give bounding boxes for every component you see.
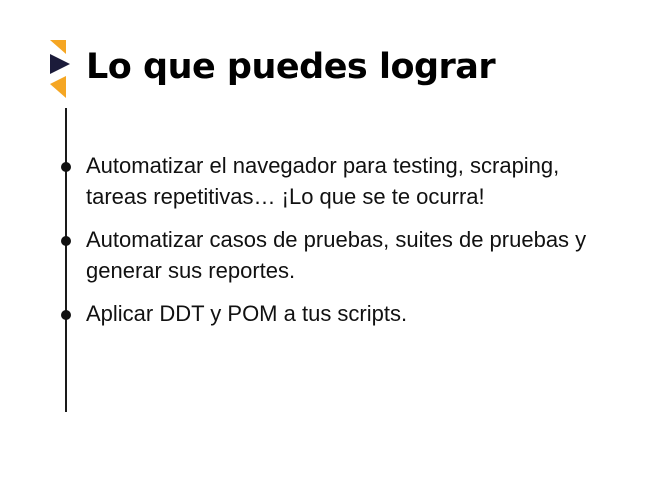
brand-logo-icon — [50, 40, 70, 100]
bullet-dot-icon — [61, 162, 71, 172]
bullet-dot-icon — [61, 310, 71, 320]
slide-title: Lo que puedes lograr — [86, 47, 496, 87]
bullet-dot-icon — [61, 236, 71, 246]
bullet-list — [0, 150, 672, 341]
bullet-item — [0, 298, 672, 329]
bullet-text: Automatizar casos de pruebas, suites de pruebas y generar sus reportes. — [86, 227, 587, 283]
bullet-text: Automatizar el navegador para testing, scraping, tareas repetitivas… ¡Lo que se te ocurra! — [86, 153, 560, 209]
bullet-item — [0, 224, 672, 286]
bullet-text: Aplicar DDT y POM a tus scripts. — [86, 301, 408, 326]
bullet-item — [0, 150, 672, 212]
